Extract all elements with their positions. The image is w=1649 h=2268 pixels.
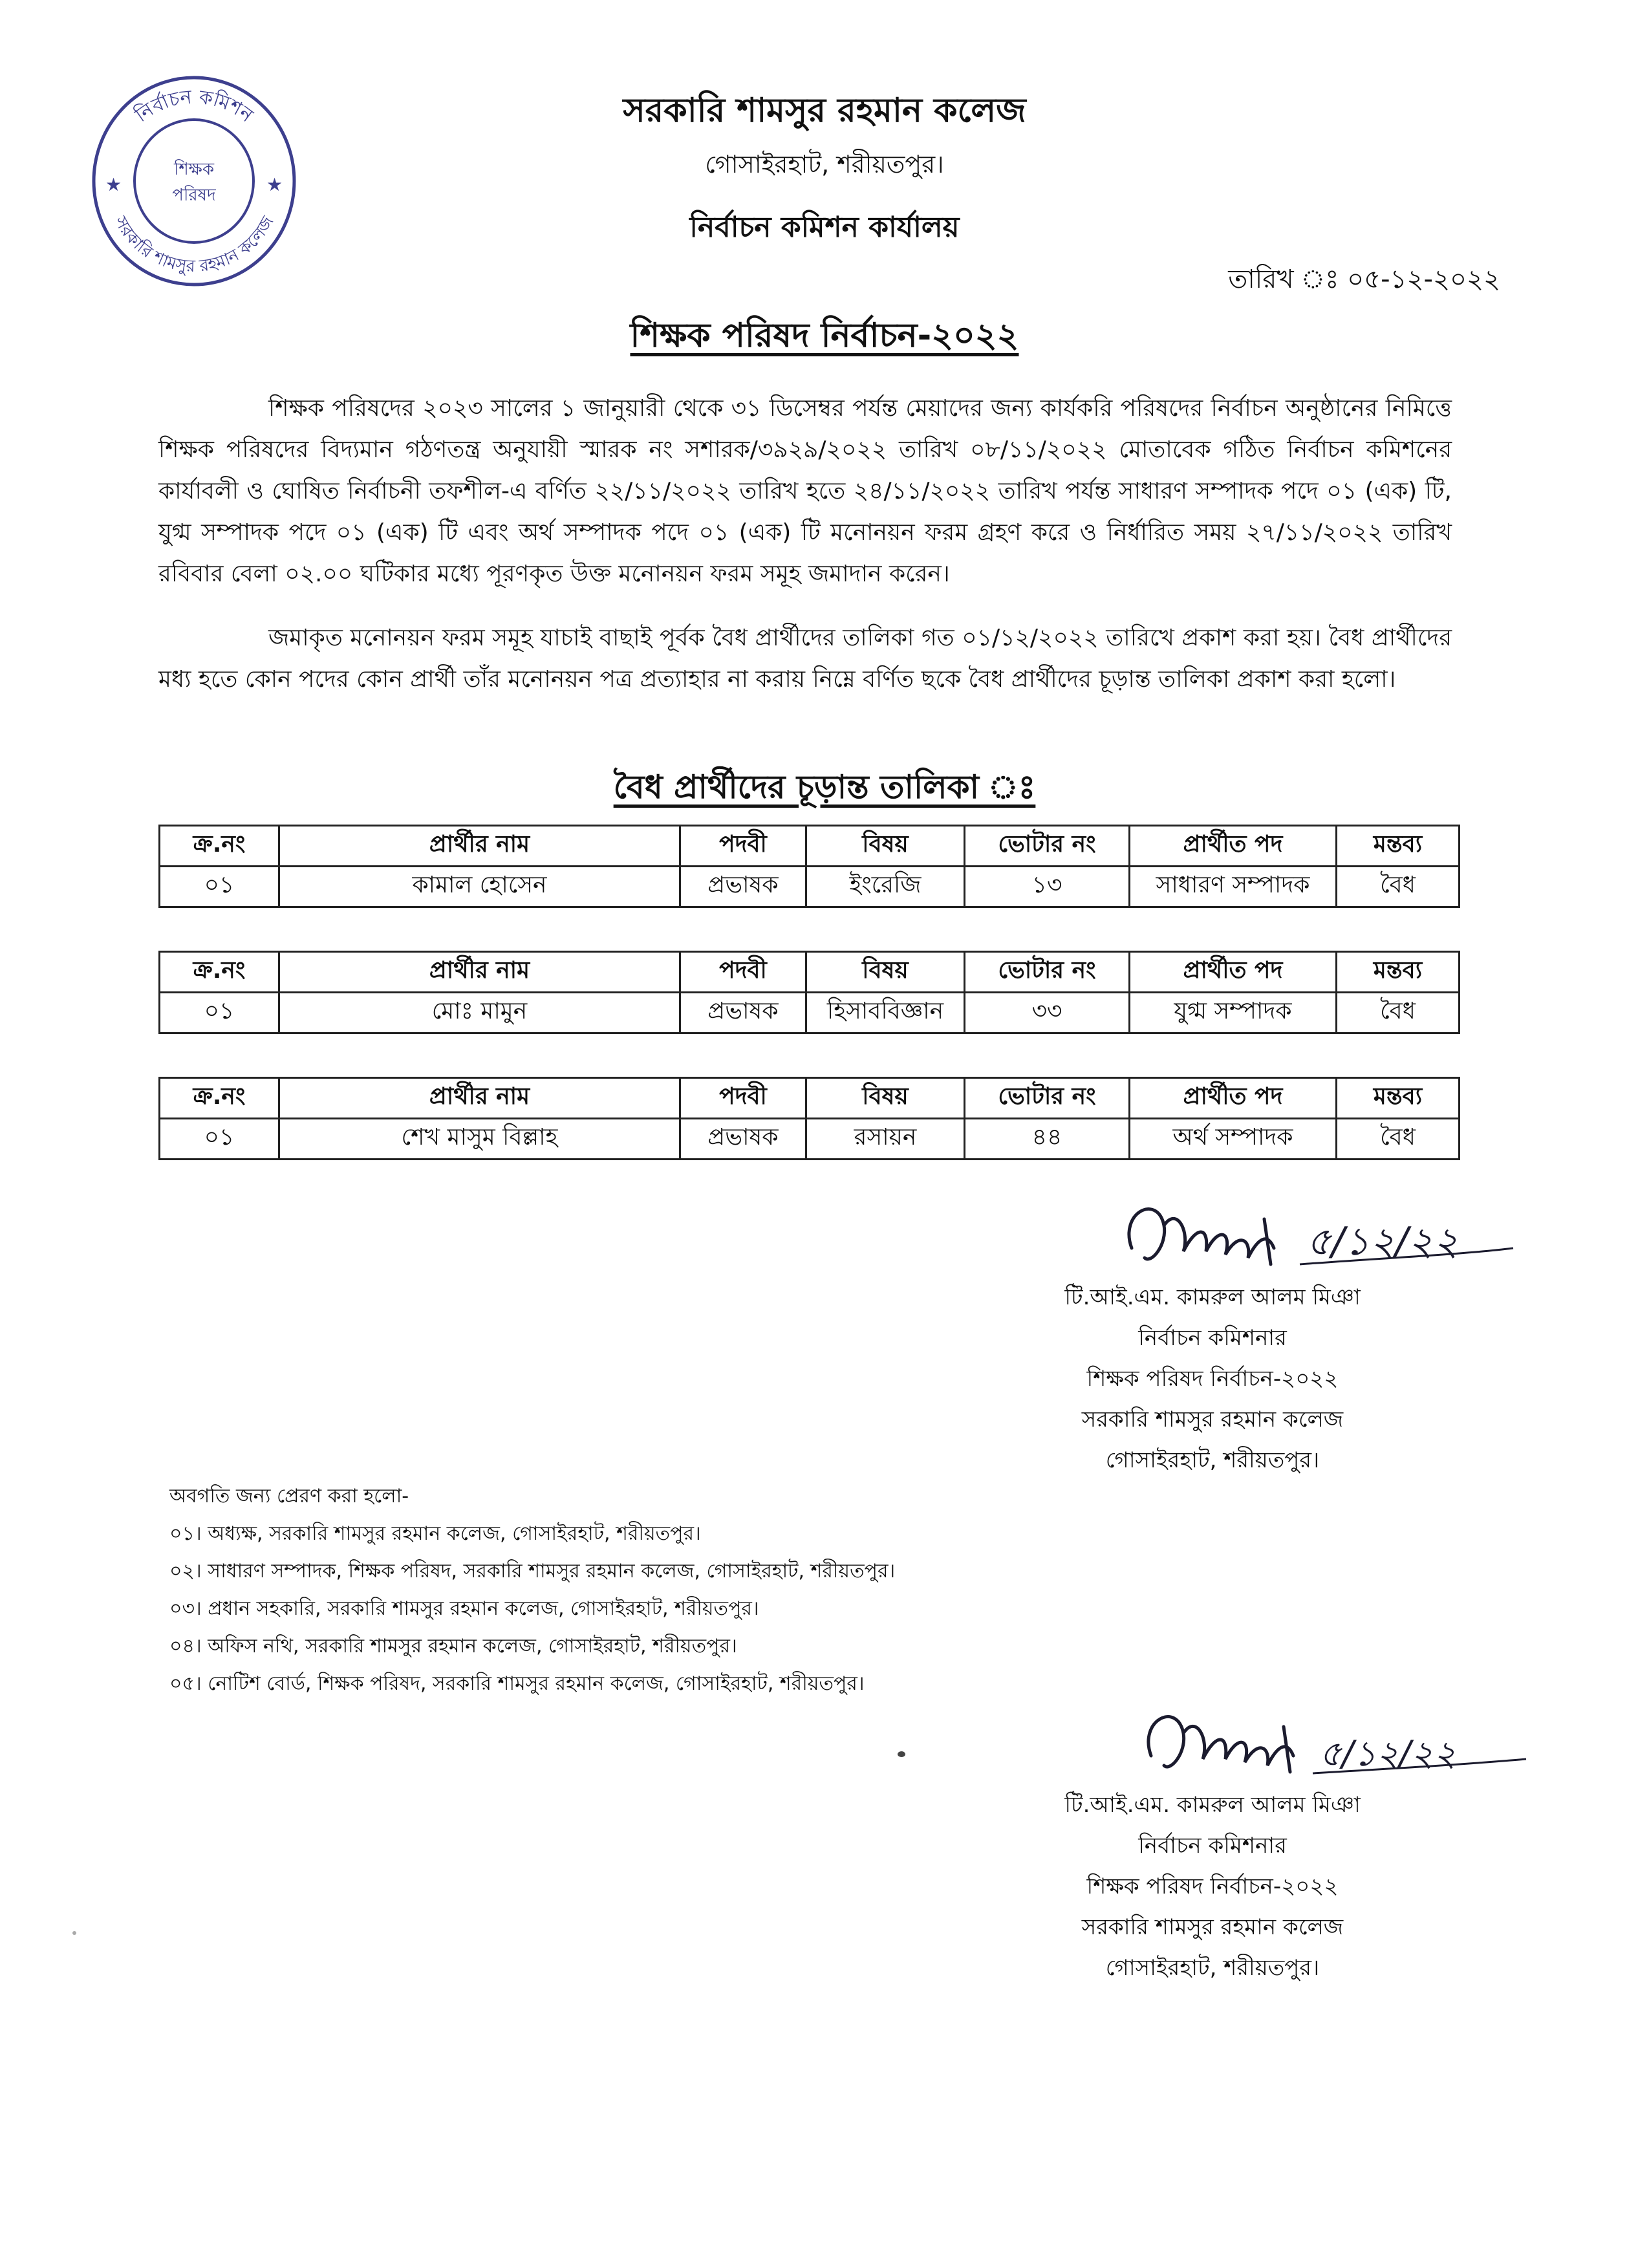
header-voter-no: ভোটার নং [965, 952, 1130, 993]
signer-name: টি.আই.এম. কামরুল আলম মিঞা [1064, 1284, 1361, 1310]
college-name: সরকারি শামসুর রহমান কলেজ [623, 91, 1026, 130]
cell-serial: ০১ [160, 1119, 279, 1160]
header-remark: মন্তব্য [1337, 826, 1460, 867]
list-item: ০৩। প্রধান সহকারি, সরকারি শামসুর রহমান কলেজ, গোসাইরহাট, শরীয়তপুর। [169, 1597, 759, 1620]
cell-serial: ০১ [160, 867, 279, 907]
list-item: ০৪। অফিস নথি, সরকারি শামসুর রহমান কলেজ, গোসাইরহাট, শরীয়তপুর। [169, 1635, 737, 1658]
table-row [160, 993, 1460, 1033]
list-item: ০১। অধ্যক্ষ, সরকারি শামসুর রহমান কলেজ, গোসাইরহাট, শরীয়তপুর। [169, 1522, 701, 1545]
table-header-row [160, 1078, 1460, 1119]
header-designation: পদবী [680, 1078, 806, 1119]
cell-candidate-name: শেখ মাসুম বিল্লাহ [279, 1119, 680, 1160]
paragraph-1: শিক্ষক পরিষদের ২০২৩ সালের ১ জানুয়ারী থেকে ৩১ ডিসেম্বর পর্যন্ত মেয়াদের জন্য কার্যকরি পরিষদের নির্বাচন অনুষ্ঠানের নিমিত্তে শিক্ষক পরিষদের বিদ্যমান গঠণতন্ত্র অনুযায়ী স্মারক নং সশারক/৩৯২৯/২০২২ তারিখ ০৮/১১/২০২২ মোতাবেক গঠিত নির্বাচন কমিশনের কার্যাবলী ও ঘোষিত নির্বাচনী তফশীল-এ বর্ণিত ২২/১১/২০২২ তারিখ হতে ২৪/১১/২০২২ তারিখ পর্যন্ত সাধারণ সম্পাদক পদে ০১ (এক) টি, যুগ্ম সম্পাদক পদে ০১ (এক) টি এবং অর্থ সম্পাদক পদে ০১ (এক) টি মনোনয়ন ফরম গ্রহণ করে ও নির্ধারিত সময় ২৭/১১/২০২২ তারিখ রবিবার বেলা ০২.০০ ঘটিকার মধ্যে পূরণকৃত উক্ত মনোনয়ন ফরম সমূহ জমাদান করেন। [158, 395, 1452, 587]
signature-2-date: ৫/১২/২২ [1319, 1733, 1456, 1774]
cell-remark: বৈধ [1337, 1119, 1460, 1160]
cell-post: যুগ্ম সম্পাদক [1130, 993, 1337, 1033]
cell-designation: প্রভাষক [680, 867, 806, 907]
signer-address: গোসাইরহাট, শরীয়তপুর। [1105, 1447, 1320, 1473]
list-item: ০২। সাধারণ সম্পাদক, শিক্ষক পরিষদ, সরকারি শামসুর রহমান কলেজ, গোসাইরহাট, শরীয়তপুর। [169, 1560, 896, 1582]
cell-candidate-name: মোঃ মামুন [279, 993, 680, 1033]
paragraph-2: জমাকৃত মনোনয়ন ফরম সমূহ যাচাই বাছাই পূর্বক বৈধ প্রার্থীদের তালিকা গত ০১/১২/২০২২ তারিখে প্রকাশ করা হয়। বৈধ প্রার্থীদের মধ্য হতে কোন পদের কোন প্রার্থী তাঁর মনোনয়ন পত্র প্রত্যাহার না করায় নিম্নে বর্ণিত ছকে বৈধ প্রার্থীদের চূড়ান্ত তালিকা প্রকাশ করা হলো। [158, 625, 1452, 693]
seal-outer-bottom-text: সরকারি শামসুর রহমান কলেজ [110, 213, 278, 277]
table-row [160, 867, 1460, 907]
cell-subject: হিসাববিজ্ঞান [806, 993, 965, 1033]
header-voter-no: ভোটার নং [965, 1078, 1130, 1119]
distribution-list [169, 1478, 895, 1703]
table-header-row [160, 826, 1460, 867]
table-row [160, 1119, 1460, 1160]
signature-1-date: ৫/১২/২২ [1306, 1219, 1459, 1264]
header-remark: মন্তব্য [1337, 1078, 1460, 1119]
list-item: ০৫। নোটিশ বোর্ড, শিক্ষক পরিষদ, সরকারি শামসুর রহমান কলেজ, গোসাইরহাট, শরীয়তপুর। [169, 1672, 865, 1695]
signer-election: শিক্ষক পরিষদ নির্বাচন-২০২২ [1086, 1366, 1339, 1392]
header-candidate-name: প্রার্থীর নাম [279, 952, 680, 993]
cell-designation: প্রভাষক [680, 993, 806, 1033]
header-subject: বিষয় [806, 1078, 965, 1119]
header-serial: ক্র.নং [160, 1078, 279, 1119]
signer-address: গোসাইরহাট, শরীয়তপুর। [1105, 1955, 1320, 1981]
signature-block-2 [1012, 1785, 1413, 1989]
signer-college: সরকারি শামসুর রহমান কলেজ [1081, 1407, 1344, 1432]
header-subject: বিষয় [806, 952, 965, 993]
seal-inner-line-2: পরিষদ [172, 186, 216, 205]
header-serial: ক্র.নং [160, 826, 279, 867]
candidate-table-treasurer [158, 1077, 1460, 1160]
cell-voter-no: ১৩ [965, 867, 1130, 907]
scan-speck [72, 1931, 76, 1935]
cell-post: অর্থ সম্পাদক [1130, 1119, 1337, 1160]
cell-candidate-name: কামাল হোসেন [279, 867, 680, 907]
cell-subject: রসায়ন [806, 1119, 965, 1160]
signature-block-1 [1012, 1277, 1413, 1481]
cell-subject: ইংরেজি [806, 867, 965, 907]
signer-college: সরকারি শামসুর রহমান কলেজ [1081, 1914, 1344, 1940]
signer-name: টি.আই.এম. কামরুল আলম মিঞা [1064, 1792, 1361, 1818]
cell-post: সাধারণ সম্পাদক [1130, 867, 1337, 907]
final-list-heading: বৈধ প্রার্থীদের চূড়ান্ত তালিকা ঃ [613, 768, 1036, 806]
issue-date: তারিখ ঃ ০৫-১২-২০২২ [1228, 265, 1500, 294]
header-post: প্রার্থীত পদ [1130, 1078, 1337, 1119]
header-designation: পদবী [680, 952, 806, 993]
signer-role: নির্বাচন কমিশনার [1138, 1325, 1287, 1351]
document-title: শিক্ষক পরিষদ নির্বাচন-২০২২ [630, 316, 1019, 355]
header-serial: ক্র.নং [160, 952, 279, 993]
header-candidate-name: প্রার্থীর নাম [279, 1078, 680, 1119]
office-name: নির্বাচন কমিশন কার্যালয় [689, 211, 960, 244]
college-address: গোসাইরহাট, শরীয়তপুর। [705, 150, 944, 178]
header-remark: মন্তব্য [1337, 952, 1460, 993]
header-candidate-name: প্রার্থীর নাম [279, 826, 680, 867]
cell-voter-no: ৪৪ [965, 1119, 1130, 1160]
seal-star-icon: ★ [105, 174, 122, 195]
header-post: প্রার্থীত পদ [1130, 952, 1337, 993]
cell-remark: বৈধ [1337, 993, 1460, 1033]
scan-speck [898, 1751, 905, 1757]
distribution-heading: অবগতি জন্য প্রেরণ করা হলো- [169, 1485, 409, 1507]
seal-star-icon: ★ [266, 174, 283, 195]
signer-election: শিক্ষক পরিষদ নির্বাচন-২০২২ [1086, 1874, 1339, 1899]
table-header-row [160, 952, 1460, 993]
cell-voter-no: ৩৩ [965, 993, 1130, 1033]
cell-remark: বৈধ [1337, 867, 1460, 907]
header-voter-no: ভোটার নং [965, 826, 1130, 867]
header-subject: বিষয় [806, 826, 965, 867]
seal-outer-top-text: নির্বাচন কমিশন [131, 85, 257, 127]
cell-designation: প্রভাষক [680, 1119, 806, 1160]
header-designation: পদবী [680, 826, 806, 867]
seal-inner-line-1: শিক্ষক [173, 160, 215, 179]
candidate-table-general-secretary [158, 825, 1460, 908]
cell-serial: ০১ [160, 993, 279, 1033]
header-post: প্রার্থীত পদ [1130, 826, 1337, 867]
signer-role: নির্বাচন কমিশনার [1138, 1833, 1287, 1859]
candidate-table-joint-secretary [158, 951, 1460, 1034]
